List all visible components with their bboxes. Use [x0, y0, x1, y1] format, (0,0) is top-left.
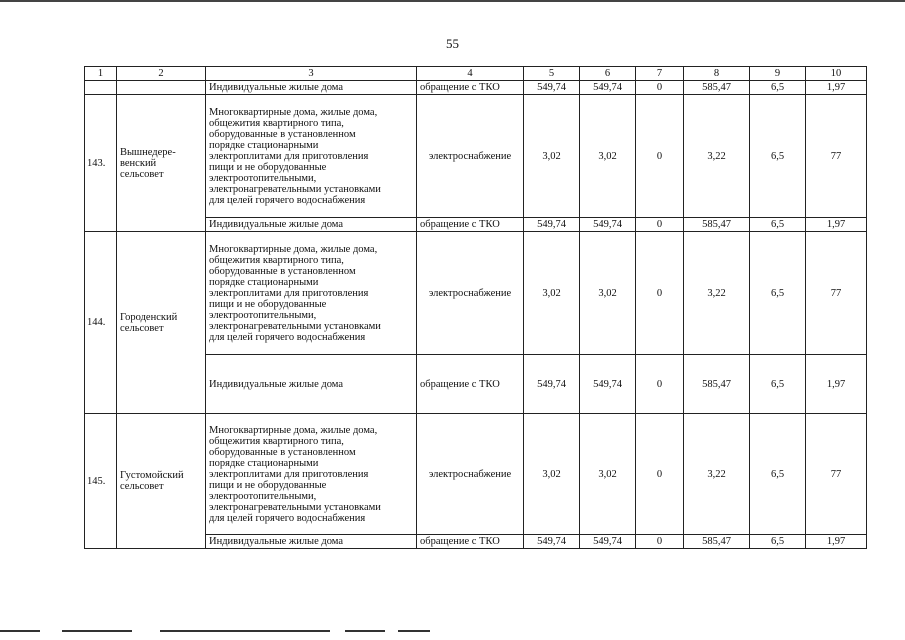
table-row: [85, 95, 867, 218]
value-7: 0: [636, 232, 684, 355]
col-header-9: 9: [750, 67, 806, 81]
page-number: 55: [446, 36, 459, 51]
value-10: 1,97: [806, 535, 867, 549]
value-10: 77: [806, 414, 867, 535]
value-8: 585,47: [684, 355, 750, 414]
col-header-7: 7: [636, 67, 684, 81]
value-9: 6,5: [750, 232, 806, 355]
scan-edge-line: [62, 630, 132, 632]
value-7: 0: [636, 414, 684, 535]
value-8: 3,22: [684, 95, 750, 218]
value-6: 3,02: [580, 414, 636, 535]
value-8: 585,47: [684, 535, 750, 549]
col-header-8: 8: [684, 67, 750, 81]
service-name: обращение с ТКО: [417, 535, 524, 549]
empty-cell: [117, 81, 206, 95]
col-header-1: 1: [85, 67, 117, 81]
top-border-line: [0, 0, 905, 2]
housing-type: Индивидуальные жилые дома: [206, 81, 417, 95]
value-10: 77: [806, 232, 867, 355]
row-number: 143.: [85, 95, 117, 232]
tariff-table: [84, 66, 867, 549]
scan-edge-line: [0, 630, 40, 632]
service-name: обращение с ТКО: [417, 218, 524, 232]
table-row: [85, 232, 867, 355]
value-9: 6,5: [750, 355, 806, 414]
table-row: [85, 414, 867, 535]
row-number: 145.: [85, 414, 117, 549]
value-9: 6,5: [750, 95, 806, 218]
value-6: 549,74: [580, 355, 636, 414]
value-5: 3,02: [524, 414, 580, 535]
value-5: 549,74: [524, 355, 580, 414]
settlement-name: Городенский сельсовет: [117, 232, 206, 414]
settlement-name: Вышнедере- венский сельсовет: [117, 95, 206, 232]
value-5: 3,02: [524, 95, 580, 218]
service-name: электроснабжение: [417, 414, 524, 535]
value-9: 6,5: [750, 535, 806, 549]
value-6: 549,74: [580, 81, 636, 95]
value-7: 0: [636, 535, 684, 549]
value-10: 1,97: [806, 355, 867, 414]
value-9: 6,5: [750, 218, 806, 232]
value-5: 549,74: [524, 81, 580, 95]
value-10: 1,97: [806, 218, 867, 232]
col-header-2: 2: [117, 67, 206, 81]
value-7: 0: [636, 81, 684, 95]
value-7: 0: [636, 355, 684, 414]
scan-edge-line: [398, 630, 430, 632]
value-7: 0: [636, 95, 684, 218]
value-6: 549,74: [580, 218, 636, 232]
value-8: 3,22: [684, 414, 750, 535]
col-header-10: 10: [806, 67, 867, 81]
table-row: [85, 81, 867, 95]
housing-type: Индивидуальные жилые дома: [206, 218, 417, 232]
value-6: 549,74: [580, 535, 636, 549]
value-8: 3,22: [684, 232, 750, 355]
header-row: [85, 67, 867, 81]
housing-type: Многоквартирные дома, жилые дома, общежития квартирного типа, оборудованные в установленном порядке стационарными электроплитами для приготовления пищи и не оборудованные электроотопительными, электронагревательными установками для целей горячего водоснабжения: [206, 232, 417, 355]
col-header-5: 5: [524, 67, 580, 81]
col-header-3: 3: [206, 67, 417, 81]
value-9: 6,5: [750, 414, 806, 535]
row-number: 144.: [85, 232, 117, 414]
empty-cell: [85, 81, 117, 95]
service-name: электроснабжение: [417, 95, 524, 218]
value-5: 549,74: [524, 218, 580, 232]
value-10: 1,97: [806, 81, 867, 95]
value-6: 3,02: [580, 232, 636, 355]
value-8: 585,47: [684, 81, 750, 95]
col-header-4: 4: [417, 67, 524, 81]
service-name: обращение с ТКО: [417, 81, 524, 95]
value-9: 6,5: [750, 81, 806, 95]
housing-type: Многоквартирные дома, жилые дома, общежития квартирного типа, оборудованные в установленном порядке стационарными электроплитами для приготовления пищи и не оборудованные электроотопительными, электронагревательными установками для целей горячего водоснабжения: [206, 414, 417, 535]
value-5: 549,74: [524, 535, 580, 549]
col-header-6: 6: [580, 67, 636, 81]
service-name: электроснабжение: [417, 232, 524, 355]
settlement-name: Густомойский сельсовет: [117, 414, 206, 549]
housing-type: Индивидуальные жилые дома: [206, 355, 417, 414]
value-6: 3,02: [580, 95, 636, 218]
scan-edge-line: [345, 630, 385, 632]
service-name: обращение с ТКО: [417, 355, 524, 414]
scan-edge-line: [160, 630, 330, 632]
value-5: 3,02: [524, 232, 580, 355]
housing-type: Индивидуальные жилые дома: [206, 535, 417, 549]
value-7: 0: [636, 218, 684, 232]
housing-type: Многоквартирные дома, жилые дома, общежития квартирного типа, оборудованные в установленном порядке стационарными электроплитами для приготовления пищи и не оборудованные электроотопительными, электронагревательными установками для целей горячего водоснабжения: [206, 95, 417, 218]
value-10: 77: [806, 95, 867, 218]
value-8: 585,47: [684, 218, 750, 232]
